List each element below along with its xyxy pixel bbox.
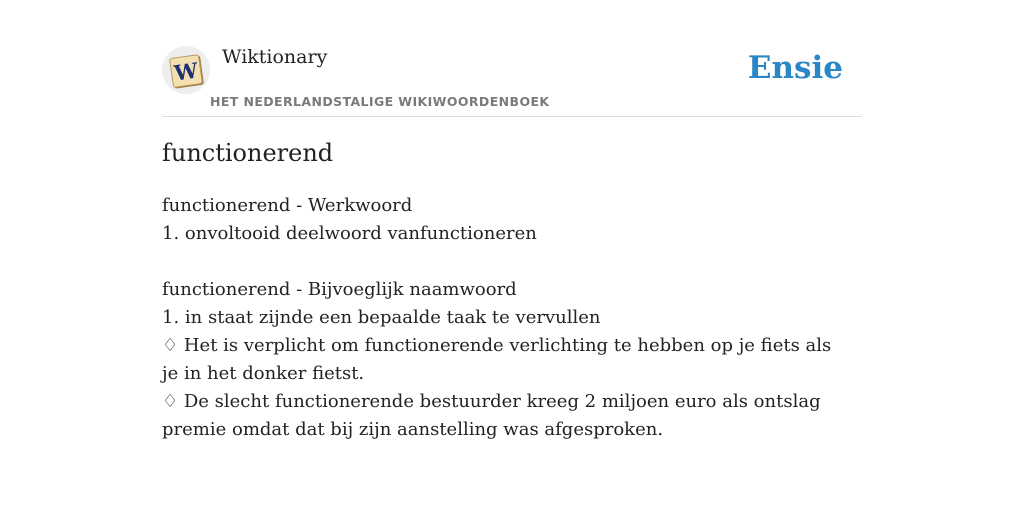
section-heading-werkwoord: functionerend - Werkwoord bbox=[162, 195, 413, 216]
section-heading-bijvoeglijk-naamwoord: functionerend - Bijvoeglijk naamwoord bbox=[162, 279, 517, 300]
definition-line: 1. in staat zijnde een bepaalde taak te vervullen bbox=[162, 307, 601, 328]
definition-content bbox=[162, 192, 852, 444]
logo-tile bbox=[169, 54, 203, 88]
section-spacer bbox=[162, 248, 852, 276]
example-line: ♢ De slecht functionerende bestuurder kreeg 2 miljoen euro als ontslag premie omdat dat bij zijn aanstelling was afgesproken. bbox=[162, 391, 821, 440]
header bbox=[162, 0, 862, 117]
site-name[interactable]: Wiktionary bbox=[222, 46, 328, 68]
site-tagline: HET NEDERLANDSTALIGE WIKIWOORDENBOEK bbox=[210, 94, 550, 109]
page-title: functionerend bbox=[162, 139, 334, 167]
example-line: ♢ Het is verplicht om functionerende verlichting te hebben op je fiets als je in het donker fietst. bbox=[162, 335, 832, 384]
definition-line: 1. onvoltooid deelwoord vanfunctioneren bbox=[162, 223, 537, 244]
ensie-brand-logo[interactable]: Ensie bbox=[747, 50, 843, 86]
wiktionary-logo-icon[interactable] bbox=[162, 46, 210, 94]
logo-letter: W bbox=[172, 57, 200, 86]
